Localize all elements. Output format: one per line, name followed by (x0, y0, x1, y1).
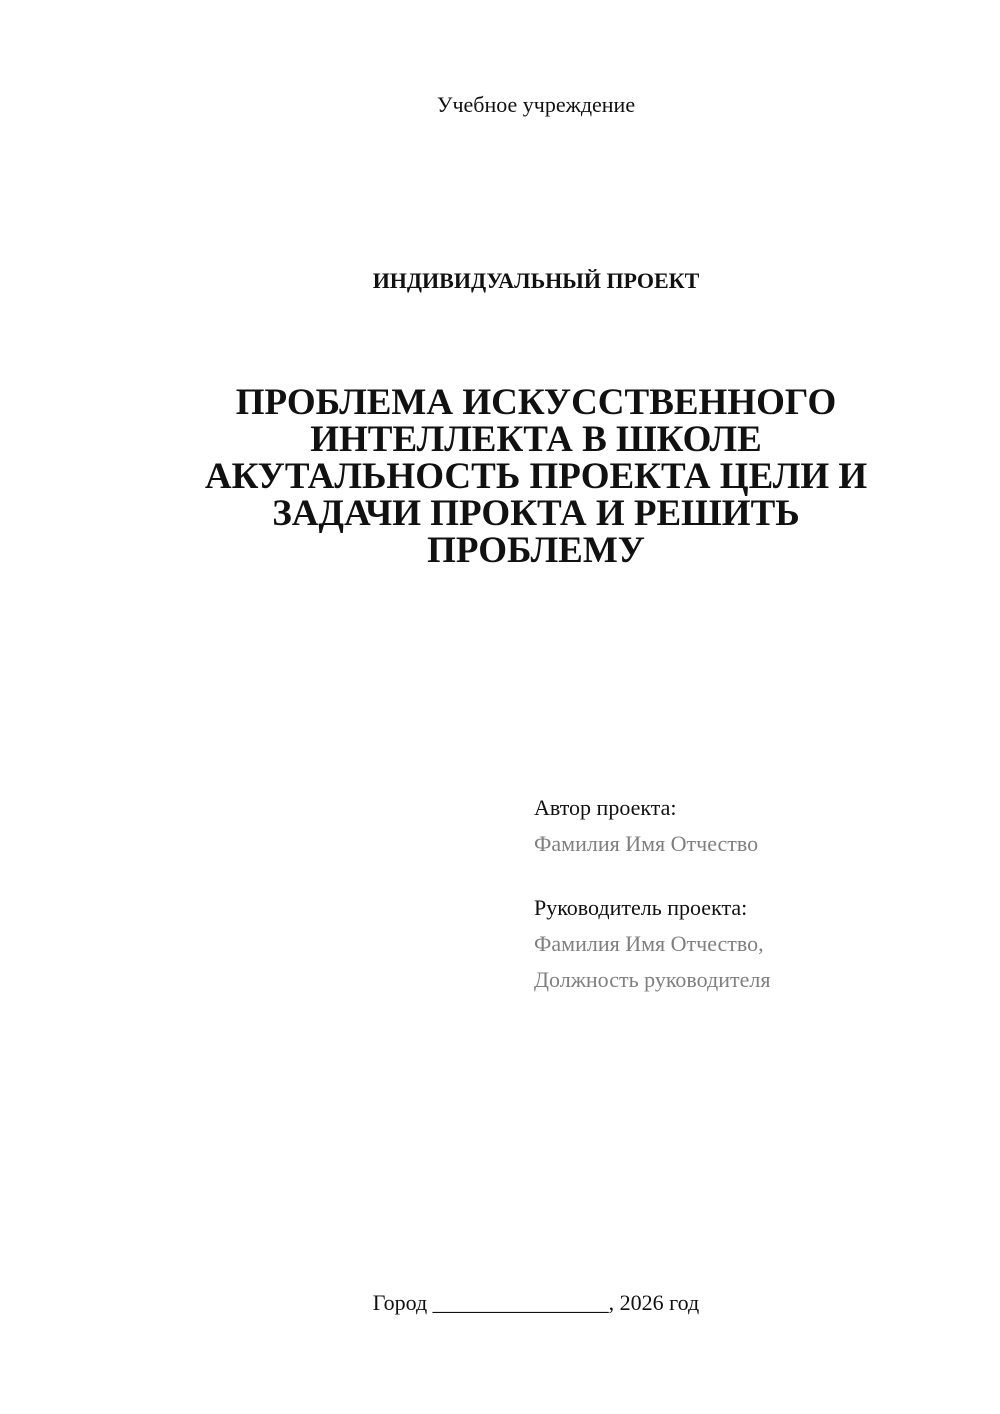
title-line: ПРОБЛЕМУ (427, 530, 645, 571)
title-line: АКУТАЛЬНОСТЬ ПРОЕКТА ЦЕЛИ И (204, 456, 868, 497)
author-label: Автор проекта: (534, 795, 677, 820)
credits-block (534, 790, 770, 998)
title-line: ЗАДАЧИ ПРОКТА И РЕШИТЬ (272, 493, 800, 534)
title-line: ПРОБЛЕМА ИСКУССТВЕННОГО (235, 382, 837, 423)
title-line: ИНТЕЛЛЕКТА В ШКОЛЕ (310, 419, 762, 460)
supervisor-label: Руководитель проекта: (534, 895, 748, 920)
spacer (534, 862, 770, 890)
project-title (150, 384, 922, 569)
supervisor-position: Должность руководителя (534, 967, 771, 992)
author-name: Фамилия Имя Отчество (534, 831, 759, 856)
document-type: ИНДИВИДУАЛЬНЫЙ ПРОЕКТ (372, 268, 700, 293)
city-year-line: Город ________________, 2026 год (372, 1290, 700, 1315)
supervisor-name: Фамилия Имя Отчество, (534, 931, 764, 956)
institution-name: Учебное учреждение (436, 92, 636, 117)
